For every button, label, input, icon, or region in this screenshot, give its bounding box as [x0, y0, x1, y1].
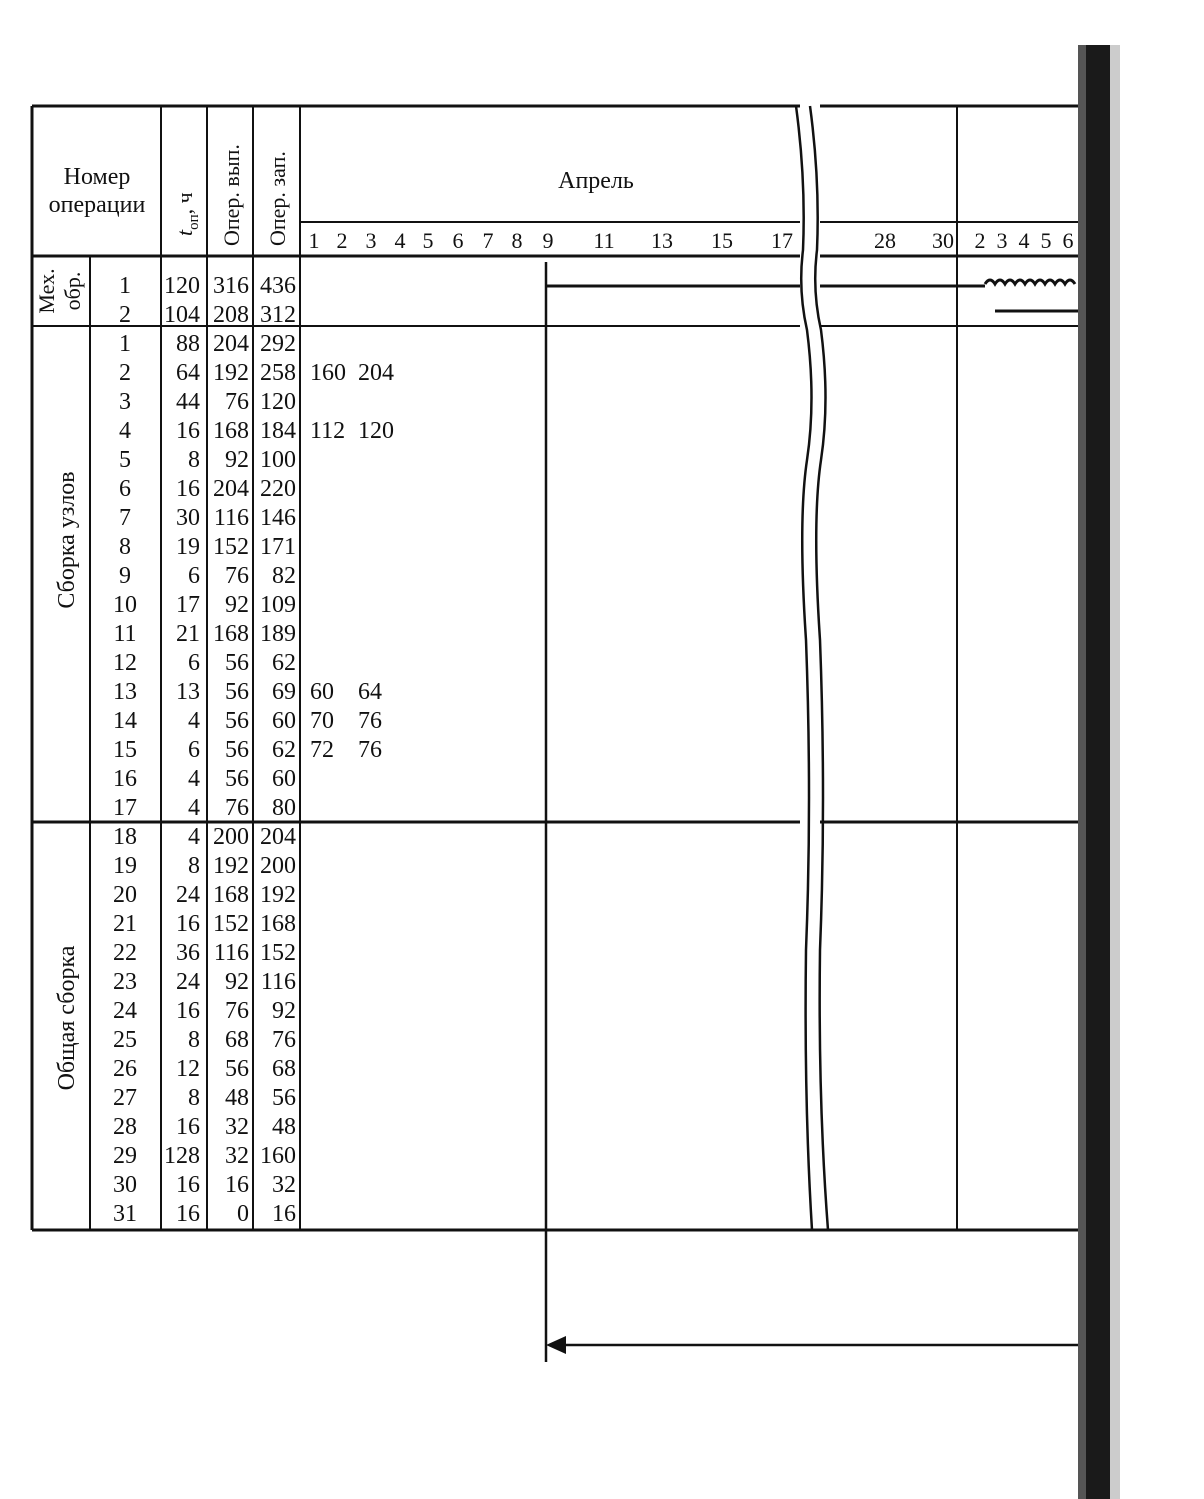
- gantt-bars: [546, 280, 1082, 311]
- operation-number-line1: Номер: [63, 164, 131, 190]
- annotation-value-b: 204: [358, 360, 394, 386]
- row-t-op: 16: [176, 1201, 200, 1227]
- table-row: [113, 766, 296, 792]
- row-op-number: 14: [113, 708, 137, 734]
- row-op-stock: 220: [260, 476, 296, 502]
- row-op-done: 16: [225, 1172, 249, 1198]
- row-op-number: 10: [113, 592, 137, 618]
- table-row: [113, 853, 296, 879]
- day-label: 7: [482, 228, 494, 253]
- row-op-stock: 16: [272, 1201, 296, 1227]
- row-t-op: 24: [176, 969, 200, 995]
- table-row: [113, 940, 296, 966]
- row-op-done: 168: [213, 882, 249, 908]
- row-op-done: 152: [213, 911, 249, 937]
- row-op-number: 30: [113, 1172, 137, 1198]
- day-label: 28: [874, 228, 896, 253]
- table-row: [113, 737, 296, 763]
- op-done-header: Опер. вып.: [219, 144, 244, 246]
- break-lines: [796, 106, 828, 1230]
- row-t-op: 88: [176, 331, 200, 357]
- row-op-number: 6: [119, 476, 131, 502]
- row-t-op: 16: [176, 1114, 200, 1140]
- row-op-number: 31: [113, 1201, 137, 1227]
- t-op-header: $t_{оп}$, ч: [172, 192, 202, 236]
- row-op-number: 29: [113, 1143, 137, 1169]
- row-op-number: 2: [119, 302, 131, 328]
- day-labels: [309, 228, 1074, 253]
- day-label: 2: [336, 228, 348, 253]
- row-op-done: 76: [225, 998, 249, 1024]
- row-t-op: 8: [188, 447, 200, 473]
- row-op-number: 17: [113, 795, 137, 821]
- row-op-done: 76: [225, 389, 249, 415]
- row-op-number: 12: [113, 650, 137, 676]
- row-op-number: 13: [113, 679, 137, 705]
- row-op-done: 32: [225, 1143, 249, 1169]
- row-t-op: 16: [176, 911, 200, 937]
- row-op-done: 56: [225, 679, 249, 705]
- row-op-stock: 32: [272, 1172, 296, 1198]
- table-row: [113, 1201, 296, 1227]
- row-op-done: 68: [225, 1027, 249, 1053]
- page-edge-shadow: [1078, 45, 1120, 1499]
- row-op-stock: 192: [260, 882, 296, 908]
- day-label: 5: [1040, 228, 1052, 253]
- row-op-number: 1: [119, 331, 131, 357]
- row-op-done: 48: [225, 1085, 249, 1111]
- table-row: [113, 1056, 296, 1082]
- month-label: Апрель: [558, 168, 634, 194]
- table-row: [113, 1085, 296, 1111]
- annotation-value-b: 64: [358, 679, 382, 705]
- row-op-done: 116: [213, 505, 249, 531]
- row-op-done: 204: [213, 331, 249, 357]
- group-label-assembly-units: Сборка узлов: [54, 471, 80, 609]
- row-op-stock: 82: [272, 563, 296, 589]
- row-op-done: 76: [225, 563, 249, 589]
- row-t-op: 16: [176, 418, 200, 444]
- row-op-number: 16: [113, 766, 137, 792]
- day-label: 4: [394, 228, 406, 253]
- row-t-op: 16: [176, 1172, 200, 1198]
- row-op-stock: 436: [260, 273, 296, 299]
- row-t-op: 24: [176, 882, 200, 908]
- row-op-number: 15: [113, 737, 137, 763]
- row-op-done: 192: [213, 853, 249, 879]
- row-op-number: 5: [119, 447, 131, 473]
- row-op-stock: 109: [260, 592, 296, 618]
- day-label: 13: [651, 228, 673, 253]
- row-op-done: 56: [225, 766, 249, 792]
- day-label: 2: [974, 228, 986, 253]
- row-op-stock: 92: [272, 998, 296, 1024]
- row-t-op: 6: [188, 563, 200, 589]
- annotation-value-b: 120: [358, 418, 394, 444]
- operation-number-line2: операции: [48, 192, 146, 218]
- table-row: [113, 1172, 296, 1198]
- day-label: 15: [711, 228, 733, 253]
- row-op-done: 32: [225, 1114, 249, 1140]
- table-row: [113, 911, 296, 937]
- annotation-value-a: 112: [310, 418, 346, 444]
- row-op-stock: 292: [260, 331, 296, 357]
- table-row: [113, 824, 296, 850]
- row-op-done: 76: [225, 795, 249, 821]
- row-op-number: 28: [113, 1114, 137, 1140]
- group-label-mech: обр.: [60, 271, 85, 311]
- row-t-op: 8: [188, 1085, 200, 1111]
- row-op-number: 25: [113, 1027, 137, 1053]
- day-label: 6: [1062, 228, 1074, 253]
- row-op-done: 56: [225, 737, 249, 763]
- row-op-stock: 160: [260, 1143, 296, 1169]
- day-label: 6: [452, 228, 464, 253]
- row-op-done: 316: [213, 273, 249, 299]
- annotation-value-a: 60: [310, 679, 334, 705]
- row-op-number: 4: [119, 418, 131, 444]
- table-row: [113, 650, 296, 676]
- row-op-number: 22: [113, 940, 137, 966]
- row-op-done: 168: [213, 621, 249, 647]
- day-label: 11: [593, 228, 615, 253]
- row-op-number: 2: [119, 360, 131, 386]
- row-op-stock: 200: [260, 853, 296, 879]
- row-op-done: 152: [213, 534, 249, 560]
- row-op-number: 11: [113, 621, 137, 647]
- day-label: 3: [365, 228, 377, 253]
- day-label: 17: [771, 228, 793, 253]
- gantt-bar-1-wavy: [985, 280, 1075, 284]
- table-row: [113, 969, 296, 995]
- row-annotations: [310, 360, 394, 763]
- row-op-stock: 258: [260, 360, 296, 386]
- table-row: [113, 882, 296, 908]
- table-row: [113, 998, 296, 1024]
- op-stock-header: Опер. зап.: [265, 151, 290, 246]
- table-row: [113, 795, 296, 821]
- row-op-done: 116: [213, 940, 249, 966]
- row-t-op: 8: [188, 853, 200, 879]
- row-op-number: 9: [119, 563, 131, 589]
- row-op-stock: 184: [260, 418, 296, 444]
- row-op-done: 56: [225, 708, 249, 734]
- day-label: 30: [932, 228, 954, 253]
- row-t-op: 8: [188, 1027, 200, 1053]
- annotation-value-a: 70: [310, 708, 334, 734]
- row-op-stock: 69: [272, 679, 296, 705]
- row-op-done: 56: [225, 650, 249, 676]
- row-op-number: 1: [119, 273, 131, 299]
- row-op-done: 208: [213, 302, 249, 328]
- row-op-stock: 146: [260, 505, 296, 531]
- row-t-op: 16: [176, 998, 200, 1024]
- day-label: 5: [422, 228, 434, 253]
- row-t-op: 17: [176, 592, 200, 618]
- row-op-number: 19: [113, 853, 137, 879]
- row-t-op: 21: [176, 621, 200, 647]
- row-op-done: 0: [237, 1201, 249, 1227]
- row-t-op: 19: [176, 534, 200, 560]
- annotation-value-a: 72: [310, 737, 334, 763]
- row-t-op: 64: [176, 360, 200, 386]
- row-t-op: 16: [176, 476, 200, 502]
- row-t-op: 120: [164, 273, 200, 299]
- row-op-stock: 76: [272, 1027, 296, 1053]
- annotation-value-a: 160: [310, 360, 346, 386]
- row-t-op: 13: [176, 679, 200, 705]
- row-op-number: 20: [113, 882, 137, 908]
- table-row: [113, 1027, 296, 1053]
- table-row: [113, 1143, 296, 1169]
- row-op-done: 204: [213, 476, 249, 502]
- row-op-done: 92: [225, 592, 249, 618]
- group-label-mech: Мех.: [34, 268, 59, 314]
- table-row: [113, 679, 296, 705]
- row-op-stock: 168: [260, 911, 296, 937]
- day-label: 8: [511, 228, 523, 253]
- row-op-stock: 116: [260, 969, 296, 995]
- row-op-stock: 312: [260, 302, 296, 328]
- row-op-stock: 100: [260, 447, 296, 473]
- row-op-number: 3: [119, 389, 131, 415]
- row-t-op: 6: [188, 737, 200, 763]
- row-t-op: 30: [176, 505, 200, 531]
- row-t-op: 104: [164, 302, 200, 328]
- row-op-stock: 171: [260, 534, 296, 560]
- row-op-done: 168: [213, 418, 249, 444]
- row-t-op: 4: [188, 708, 200, 734]
- day-label: 3: [996, 228, 1008, 253]
- row-t-op: 4: [188, 824, 200, 850]
- row-op-stock: 60: [272, 766, 296, 792]
- row-op-number: 7: [119, 505, 131, 531]
- row-op-number: 18: [113, 824, 137, 850]
- row-op-stock: 62: [272, 650, 296, 676]
- day-label: 9: [542, 228, 554, 253]
- row-op-number: 26: [113, 1056, 137, 1082]
- annotation-value-b: 76: [358, 708, 382, 734]
- day-label: 1: [308, 228, 320, 253]
- row-op-stock: 48: [272, 1114, 296, 1140]
- row-t-op: 44: [176, 389, 200, 415]
- row-op-stock: 68: [272, 1056, 296, 1082]
- row-op-number: 8: [119, 534, 131, 560]
- row-op-stock: 80: [272, 795, 296, 821]
- group-labels: [34, 268, 85, 1090]
- table-rows: [113, 273, 296, 1227]
- row-op-done: 200: [213, 824, 249, 850]
- row-op-stock: 120: [260, 389, 296, 415]
- row-op-number: 21: [113, 911, 137, 937]
- row-t-op: 36: [176, 940, 200, 966]
- row-op-stock: 189: [260, 621, 296, 647]
- table-row: [113, 708, 296, 734]
- day-label: 4: [1018, 228, 1030, 253]
- table-row: [113, 1114, 296, 1140]
- table-row: [113, 621, 296, 647]
- row-op-stock: 152: [260, 940, 296, 966]
- row-op-done: 56: [225, 1056, 249, 1082]
- row-op-stock: 62: [272, 737, 296, 763]
- date-marker: [546, 262, 1080, 1362]
- row-t-op: 4: [188, 766, 200, 792]
- row-t-op: 128: [164, 1143, 200, 1169]
- row-op-number: 27: [113, 1085, 137, 1111]
- row-op-number: 24: [113, 998, 137, 1024]
- row-t-op: 4: [188, 795, 200, 821]
- row-op-stock: 56: [272, 1085, 296, 1111]
- row-op-stock: 204: [260, 824, 296, 850]
- group-label-general-assembly: Общая сборка: [54, 945, 80, 1091]
- table-row: [113, 592, 296, 618]
- row-op-done: 192: [213, 360, 249, 386]
- row-op-stock: 60: [272, 708, 296, 734]
- row-t-op: 12: [176, 1056, 200, 1082]
- row-t-op: 6: [188, 650, 200, 676]
- annotation-value-b: 76: [358, 737, 382, 763]
- row-op-done: 92: [225, 969, 249, 995]
- row-op-number: 23: [113, 969, 137, 995]
- row-op-done: 92: [225, 447, 249, 473]
- arrow-left-icon: [546, 1336, 566, 1354]
